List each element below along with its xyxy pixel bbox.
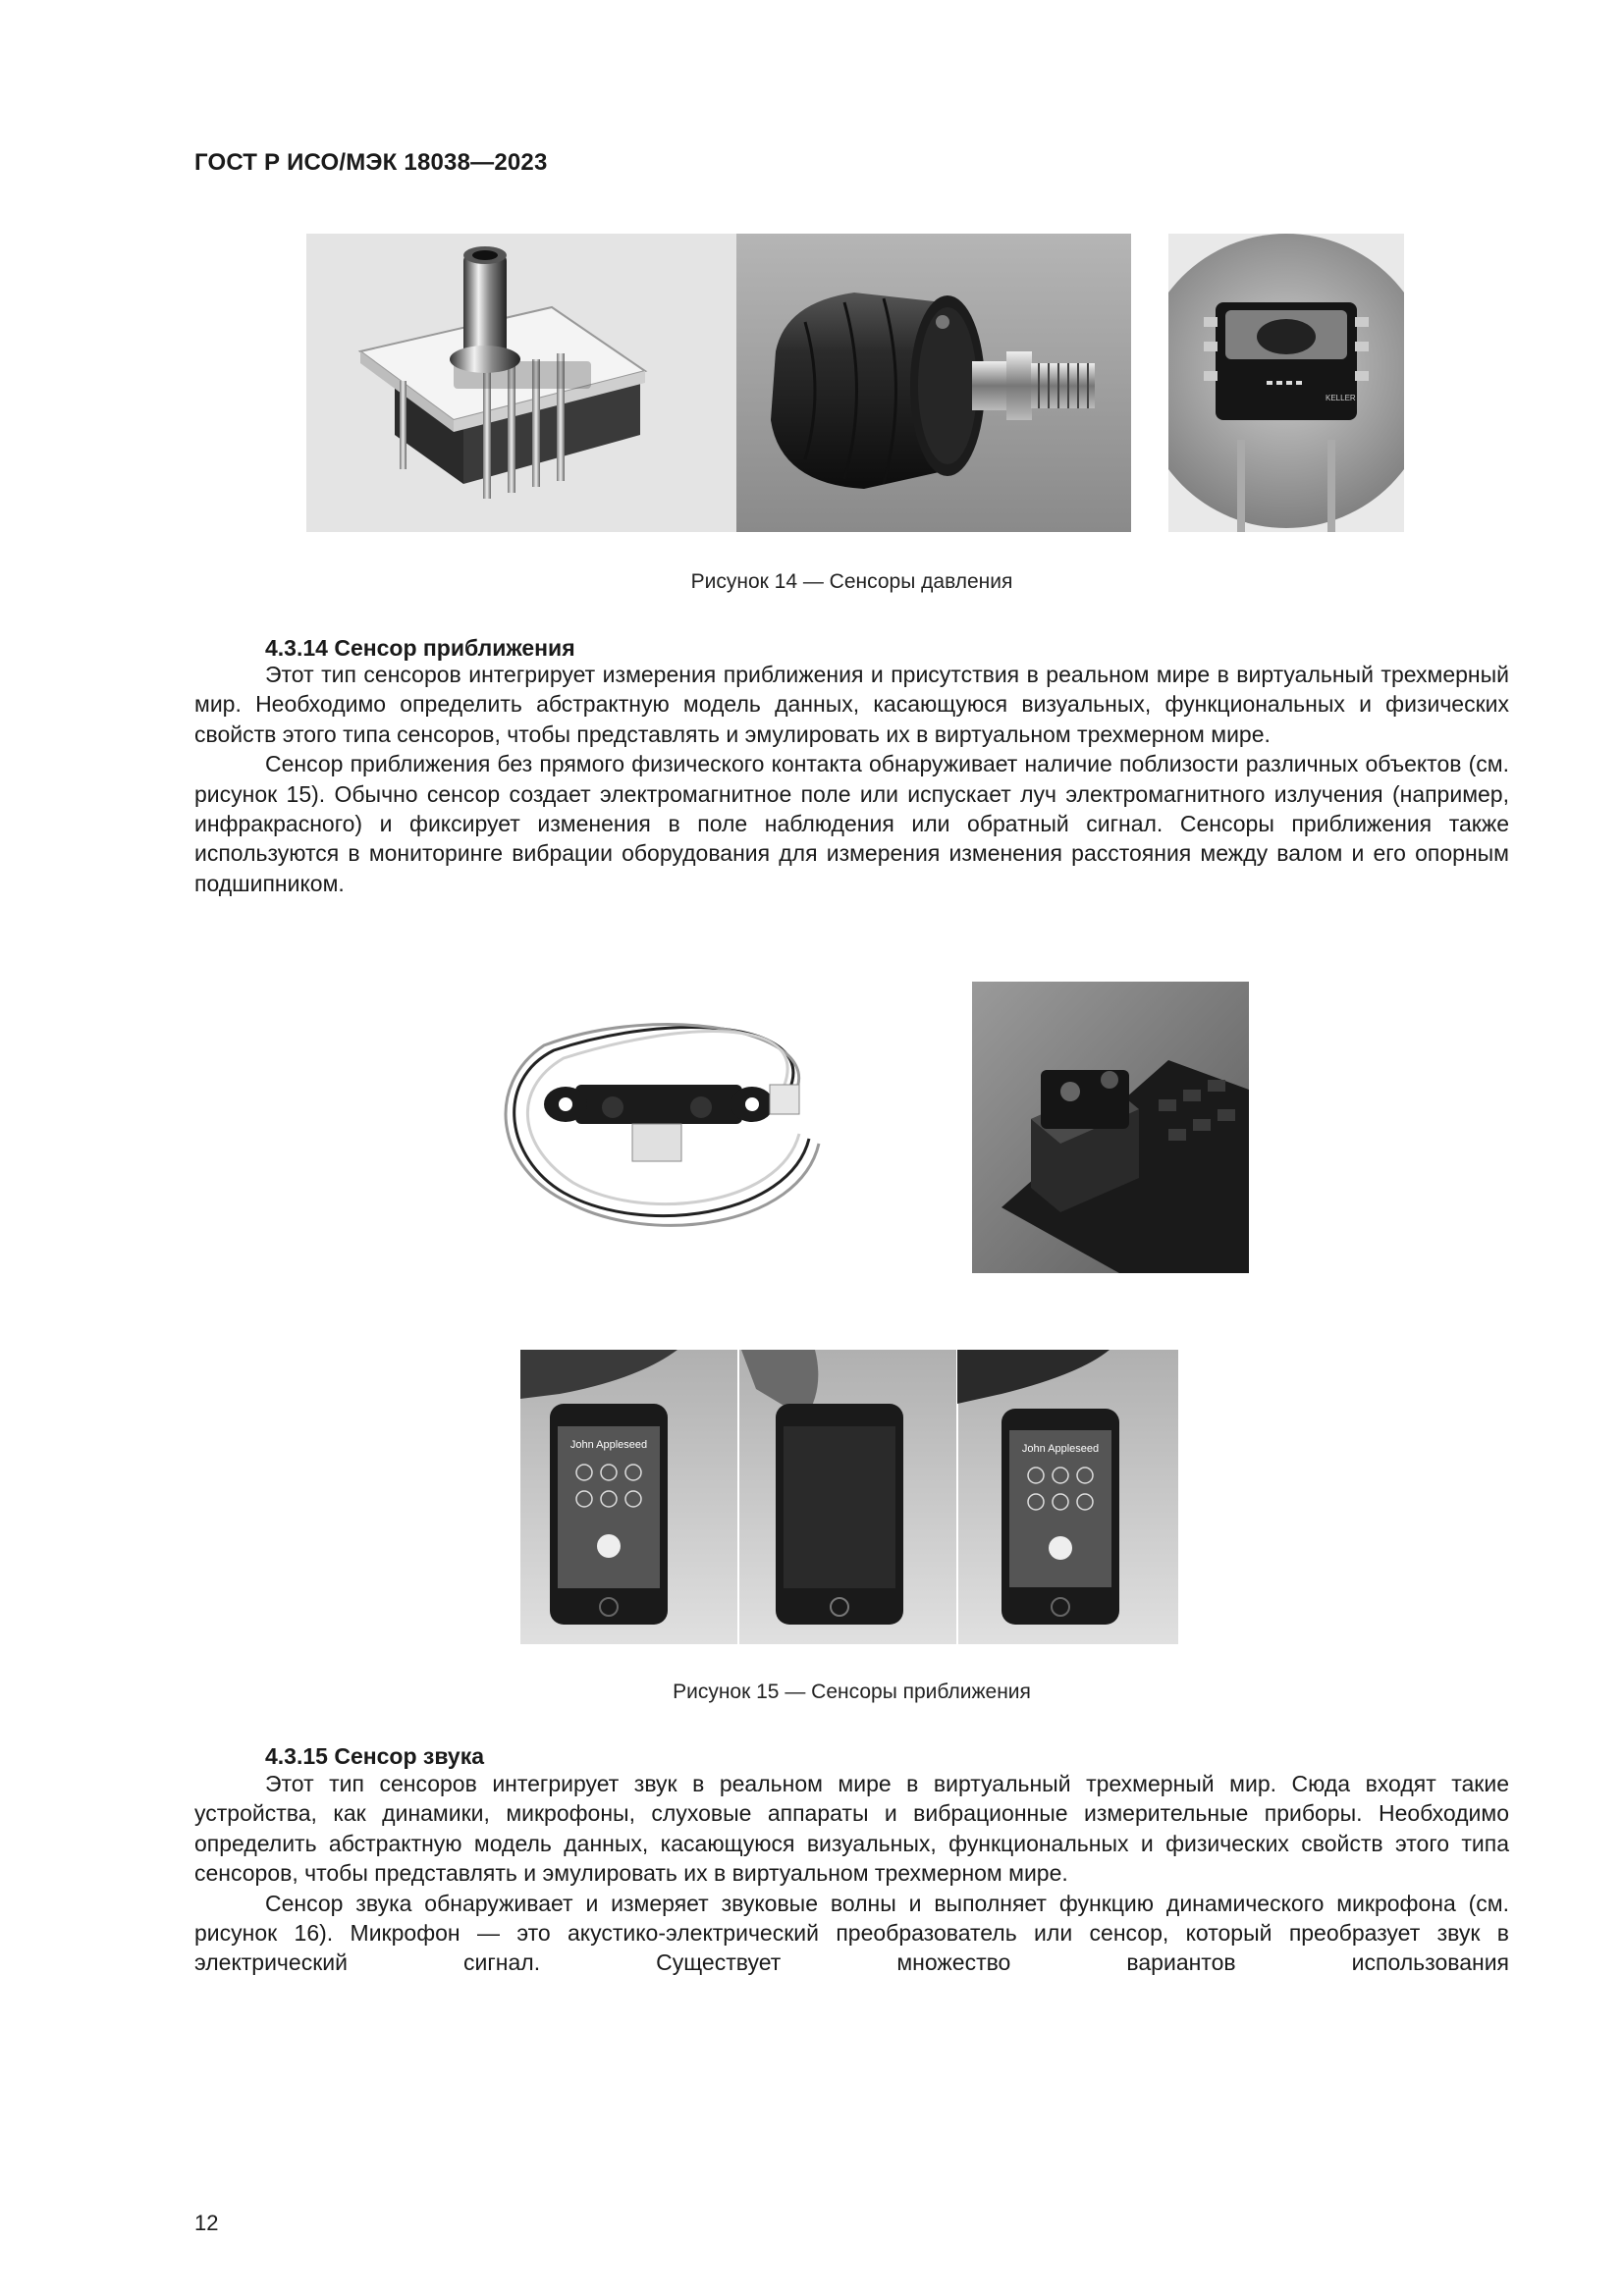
section-4-3-14-body xyxy=(194,660,1509,898)
paragraph: Этот тип сенсоров интегрирует измерения приближения и присутствия в реальном мире в виртуальный трехмерный мир. Необходимо определить абстрактную модель данных, касающуюся визуальных, функциональных и физических свойств этого типа сенсоров, чтобы представлять и эмулировать их в виртуальном трехмерном мире. xyxy=(194,662,1509,747)
pressure-sensor-cylinder-photo xyxy=(736,234,1131,532)
pressure-sensor-chip-photo xyxy=(1168,234,1404,532)
figure-15-caption: Рисунок 15 — Сенсоры приближения xyxy=(673,1681,1031,1703)
document-header: ГОСТ Р ИСО/МЭК 18038—2023 xyxy=(194,149,548,176)
paragraph: Сенсор приближения без прямого физического контакта обнаруживает наличие поблизости различных объектов (см. рисунок 15). Обычно сенсор создает электромагнитное поле или испускает луч электромагнитного излучения (например, инфракрасного) и фиксирует изменения в поле наблюдения или обратный сигнал. Сенсоры приближения также используются в мониторинге вибрации оборудования для измерения изменения расстояния между валом и его опорным подшипником. xyxy=(194,751,1509,896)
section-4-3-14-title: 4.3.14 Сенсор приближения xyxy=(265,635,575,661)
section-4-3-15-title: 4.3.15 Сенсор звука xyxy=(265,1743,485,1769)
caller-name-2: John Appleseed xyxy=(1021,1443,1100,1455)
page-number: 12 xyxy=(194,2211,219,2235)
proximity-sensor-board-photo xyxy=(972,982,1249,1273)
chip-marking: KELLER xyxy=(1326,394,1356,402)
paragraph: Этот тип сенсоров интегрирует звук в реальном мире в виртуальный трехмерный мир. Сюда входят такие устройства, как динамики, микрофоны, слуховые аппараты и вибрационные измерительные приборы. Необходимо определить абстрактную модель данных, касающуюся визуальных, функциональных и физических свойств этого типа сенсоров, чтобы представлять и эмулировать их в виртуальном трехмерном мире. xyxy=(194,1771,1509,1887)
section-4-3-15-body xyxy=(194,1769,1509,1978)
paragraph: Сенсор звука обнаруживает и измеряет звуковые волны и выполняет функцию динамического микрофона (см. рисунок 16). Микрофон — это акустико-электрический преобразователь или сенсор, который преобразует звук в электрический сигнал. Существует множество вариантов использования xyxy=(194,1890,1509,1976)
caller-name-1: John Appleseed xyxy=(569,1439,648,1451)
pressure-sensor-board-photo xyxy=(306,234,746,532)
ir-proximity-sensor-cable-photo xyxy=(495,991,839,1264)
phone-proximity-sequence-photo xyxy=(520,1350,1178,1644)
figure-14-caption: Рисунок 14 — Сенсоры давления xyxy=(690,570,1013,593)
